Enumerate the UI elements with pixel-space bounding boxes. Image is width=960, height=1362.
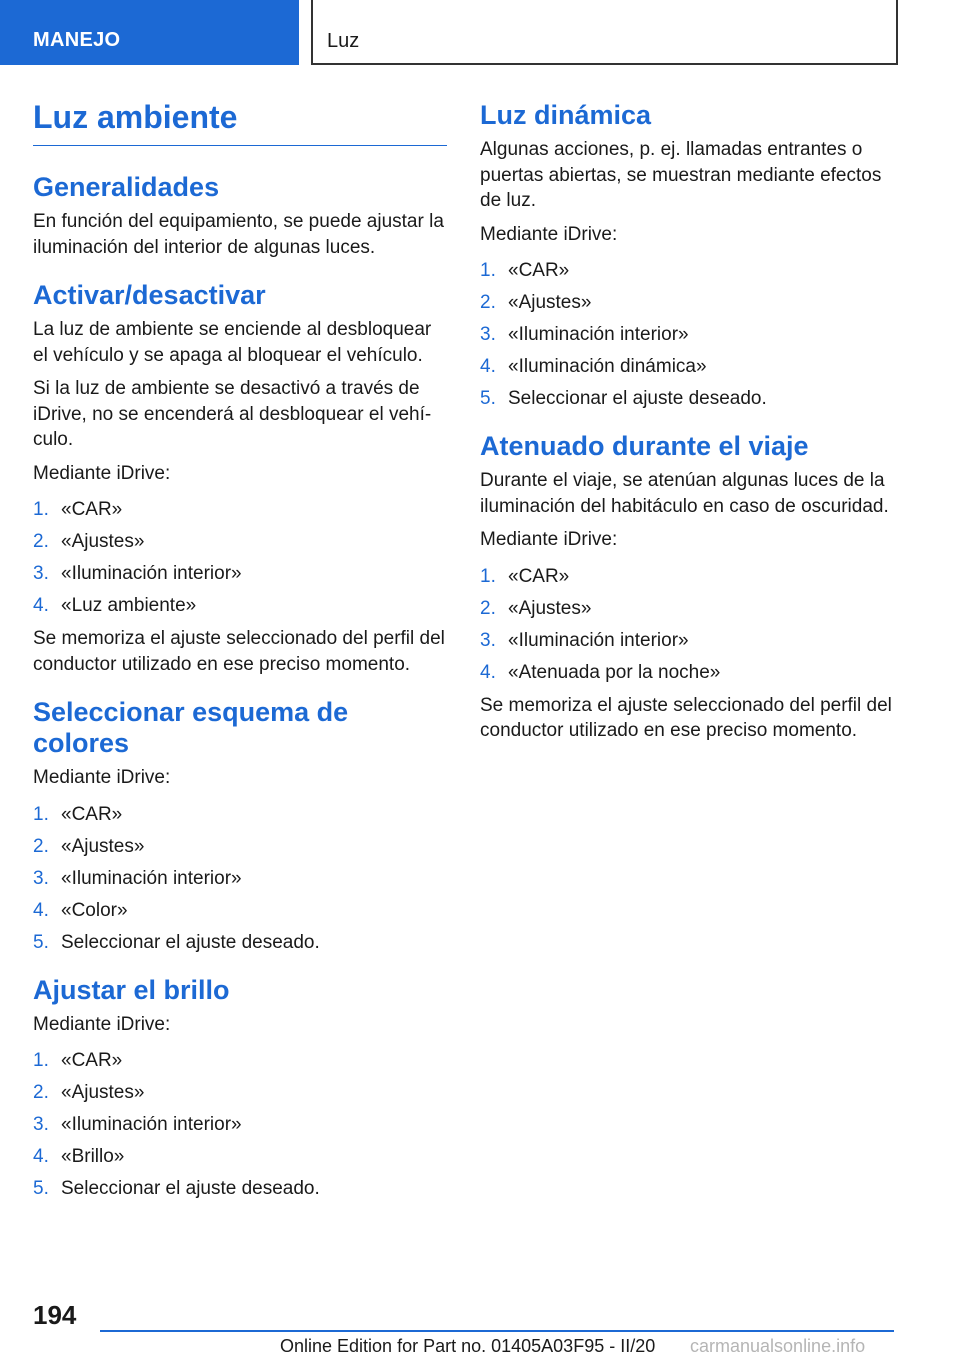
step-text: Seleccionar el ajuste deseado.: [508, 388, 767, 410]
step-text: «CAR»: [508, 260, 570, 282]
step-text: «CAR»: [61, 1050, 123, 1072]
step-number: 4.: [33, 1146, 49, 1168]
section-title: Atenuado durante el viaje: [480, 431, 809, 462]
list-item: [33, 931, 447, 955]
list-item: [33, 1081, 447, 1105]
list-item: [480, 597, 894, 621]
page-number: 194: [33, 1300, 77, 1330]
step-number: 4.: [33, 899, 49, 921]
step-text: «Iluminación interior»: [508, 324, 689, 346]
paragraph: Se memoriza el ajuste seleccionado del perfil del conductor utilizado en ese preciso momento.: [33, 628, 445, 675]
step-number: 2.: [480, 597, 496, 619]
step-number: 5.: [33, 931, 49, 953]
chapter-tab-label: MANEJO: [33, 29, 121, 51]
step-text: Seleccionar el ajuste deseado.: [61, 931, 320, 953]
list-item: [33, 562, 447, 586]
paragraph: Mediante iDrive:: [480, 529, 618, 551]
step-list: [480, 565, 894, 685]
paragraph: Mediante iDrive:: [480, 223, 618, 245]
step-number: 1.: [33, 1050, 49, 1072]
step-text: «Ajustes»: [61, 1082, 145, 1104]
paragraph: Mediante iDrive:: [33, 1013, 171, 1035]
paragraph: La luz de ambiente se enciende al desbloquear el vehículo y se apaga al bloquear el vehículo.: [33, 319, 432, 366]
section-header: [311, 0, 898, 65]
list-item: [480, 291, 894, 315]
step-list: [480, 259, 894, 411]
list-item: [33, 867, 447, 891]
step-text: «Color»: [61, 899, 128, 921]
footer-edition: Online Edition for Part no. 01405A03F95 - II/20: [280, 1336, 656, 1356]
watermark: carmanualsonline.info: [690, 1336, 866, 1356]
list-item: [480, 629, 894, 653]
step-text: «Ajustes»: [61, 835, 145, 857]
list-item: [33, 1049, 447, 1073]
step-number: 5.: [33, 1178, 49, 1200]
step-text: «CAR»: [508, 565, 570, 587]
footer-divider: [100, 1330, 894, 1332]
section-title: Seleccionar esquema de colores: [33, 697, 349, 759]
step-list: [33, 498, 447, 618]
list-item: [480, 565, 894, 589]
step-text: «Iluminación interior»: [61, 867, 242, 889]
list-item: [33, 1177, 447, 1201]
step-number: 1.: [33, 499, 49, 521]
step-number: 2.: [33, 835, 49, 857]
paragraph: Mediante iDrive:: [33, 462, 171, 484]
step-text: «Luz ambiente»: [61, 595, 197, 617]
section-atenuado: [480, 431, 894, 744]
paragraph: Se memoriza el ajuste seleccionado del perfil del conductor utilizado en ese preciso momento.: [480, 694, 892, 742]
section-activar: [33, 280, 447, 677]
step-number: 3.: [480, 324, 496, 346]
step-text: «Ajustes»: [508, 292, 592, 314]
step-number: 3.: [480, 629, 496, 651]
section-title: Luz dinámica: [480, 100, 652, 130]
list-item: [33, 530, 447, 554]
step-number: 2.: [33, 531, 49, 553]
step-number: 4.: [480, 356, 496, 378]
step-text: «CAR»: [61, 803, 123, 825]
step-text: «Ajustes»: [508, 597, 592, 619]
step-number: 3.: [33, 1114, 49, 1136]
step-list: [33, 1049, 447, 1201]
step-number: 1.: [480, 565, 496, 587]
list-item: [33, 899, 447, 923]
step-text: «CAR»: [61, 499, 123, 521]
section-brillo: [33, 975, 447, 1202]
step-text: «Brillo»: [61, 1146, 125, 1168]
paragraph: Durante el viaje, se atenúan algunas luces de la iluminación del habitáculo en caso de oscuridad.: [480, 470, 889, 517]
section-title: Activar/desactivar: [33, 280, 266, 311]
step-number: 2.: [480, 292, 496, 314]
step-number: 3.: [33, 867, 49, 889]
step-text: Seleccionar el ajuste deseado.: [61, 1178, 320, 1200]
step-number: 1.: [480, 260, 496, 282]
step-list: [33, 803, 447, 955]
step-text: «Iluminación dinámica»: [508, 356, 707, 378]
step-number: 2.: [33, 1082, 49, 1104]
left-column: [33, 100, 447, 1221]
section-generalidades: [33, 172, 447, 260]
step-text: «Iluminación interior»: [508, 629, 689, 651]
list-item: [33, 835, 447, 859]
list-item: [33, 594, 447, 618]
list-item: [480, 661, 894, 685]
right-column: [480, 100, 894, 764]
step-text: «Atenuada por la noche»: [508, 661, 721, 683]
list-item: [33, 498, 447, 522]
step-text: «Iluminación interior»: [61, 563, 242, 585]
section-title: Generalidades: [33, 172, 220, 203]
list-item: [33, 803, 447, 827]
section-title: Ajustar el brillo: [33, 974, 230, 1005]
paragraph: Si la luz de ambiente se desactivó a través de iDrive, no se encenderá al desbloquear el vehículo.: [33, 378, 432, 451]
list-item: [480, 259, 894, 283]
step-text: «Ajustes»: [61, 531, 145, 553]
paragraph: Algunas acciones, p. ej. llamadas entrantes o puertas abiertas, se muestran mediante efectos de luz.: [480, 139, 882, 212]
step-number: 4.: [480, 661, 496, 683]
step-number: 3.: [33, 563, 49, 585]
step-number: 4.: [33, 595, 49, 617]
paragraph: En función del equipamiento, se puede ajustar la iluminación del interior de algunas luces.: [33, 211, 444, 258]
step-text: «Iluminación interior»: [61, 1114, 242, 1136]
list-item: [480, 387, 894, 411]
page-title: Luz ambiente: [33, 100, 447, 146]
section-header-label: Luz: [327, 30, 360, 52]
paragraph: Mediante iDrive:: [33, 767, 171, 789]
list-item: [480, 355, 894, 379]
list-item: [33, 1113, 447, 1137]
section-dinamica: [480, 100, 894, 411]
section-colores: [33, 697, 447, 955]
chapter-tab: [0, 0, 299, 65]
step-number: 1.: [33, 803, 49, 825]
step-number: 5.: [480, 388, 496, 410]
list-item: [480, 323, 894, 347]
list-item: [33, 1145, 447, 1169]
